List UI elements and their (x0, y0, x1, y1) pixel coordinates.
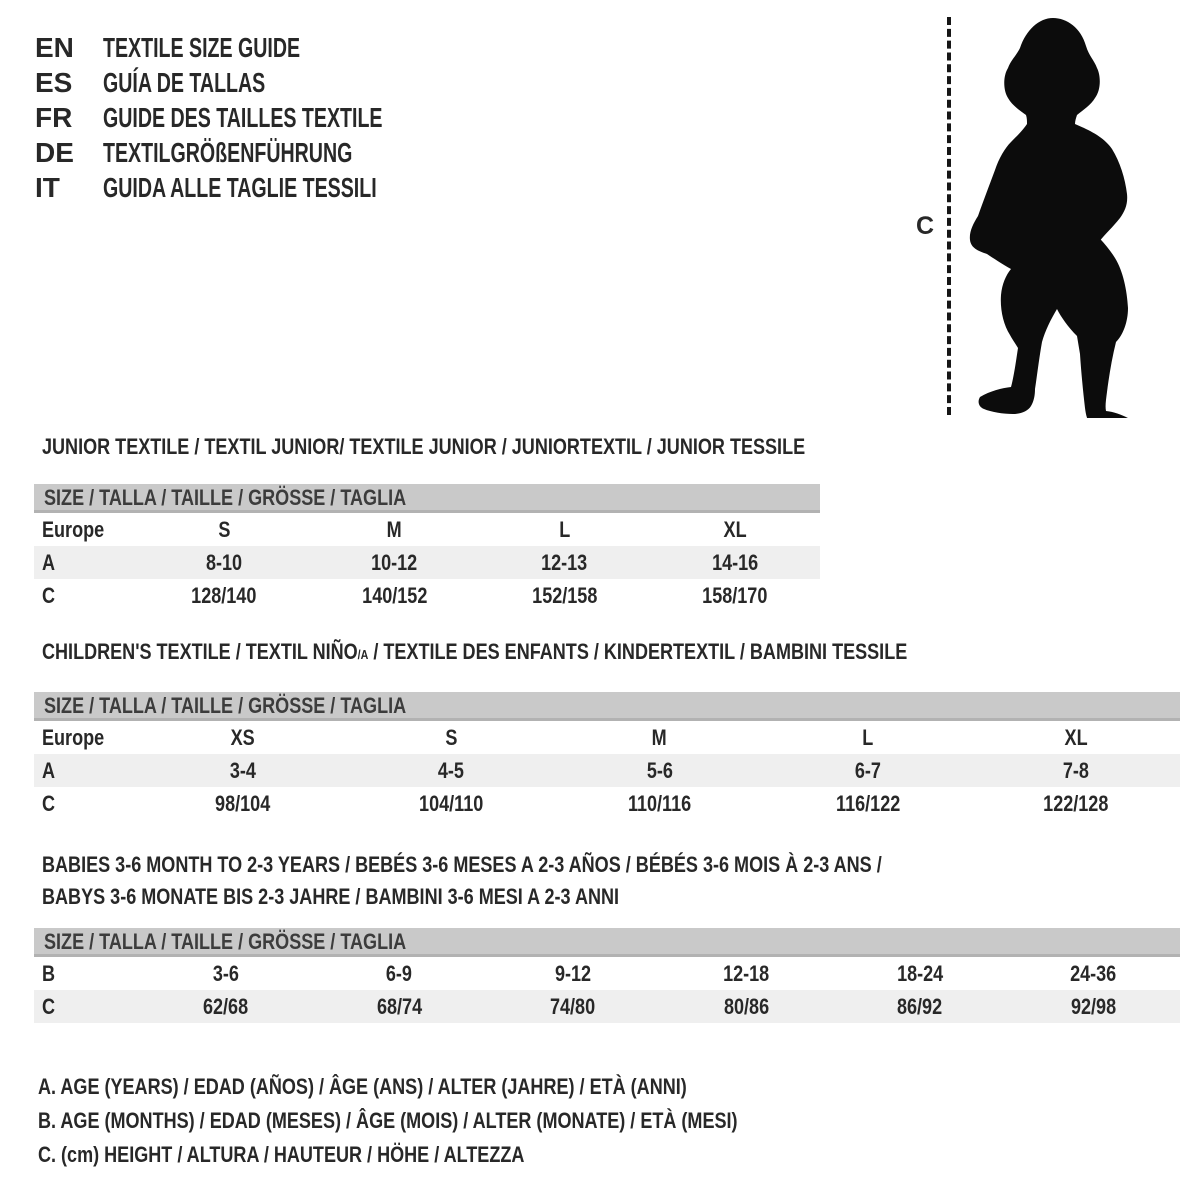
cell-value: 6-7 (854, 758, 881, 783)
cell-value: 110/116 (627, 791, 692, 816)
cell-value: 98/104 (215, 791, 271, 816)
size-header-label: SIZE / TALLA / TAILLE / GRÖSSE / TAGLIA (44, 693, 407, 718)
cell-value: 74/80 (550, 994, 596, 1019)
legend-line-c: C. (cm) HEIGHT / ALTURA / HAUTEUR / HÖHE / ALTEZZA (38, 1142, 525, 1167)
cell-value: XL (1064, 725, 1088, 750)
children-size-table (34, 692, 1180, 820)
cell-value: L (862, 725, 874, 750)
language-code: EN (35, 32, 74, 63)
junior-heading-text: JUNIOR TEXTILE / TEXTIL JUNIOR/ TEXTILE JUNIOR / JUNIORTEXTIL / JUNIOR TESSILE (42, 434, 806, 459)
cell-value: 24-36 (1070, 961, 1117, 986)
height-dashed-line (947, 17, 951, 415)
cell-value: M (651, 725, 668, 750)
babies-section-heading (42, 849, 1066, 913)
height-measure-label: C (916, 212, 935, 240)
cell-value: 92/98 (1070, 994, 1116, 1019)
cell-value: M (386, 517, 402, 542)
cell-value: 3-6 (212, 961, 239, 986)
cell-value: 12-13 (541, 550, 588, 575)
table-row-c (34, 579, 820, 612)
language-title: TEXTILE SIZE GUIDE (103, 32, 301, 63)
junior-section-heading (42, 434, 973, 460)
cell-value: 18-24 (896, 961, 943, 986)
cell-value: 4-5 (438, 758, 465, 783)
size-header-label: SIZE / TALLA / TAILLE / GRÖSSE / TAGLIA (44, 485, 407, 510)
cell-value: L (559, 517, 571, 542)
row-label: C (42, 583, 56, 608)
table-header-band (34, 692, 1180, 721)
cell-value: 62/68 (203, 994, 249, 1019)
language-title: TEXTILGRÖßENFÜHRUNG (103, 137, 353, 168)
children-heading-sub: /A (357, 647, 369, 662)
cell-value: 152/158 (532, 583, 598, 608)
cell-value: 5-6 (646, 758, 673, 783)
table-row-europe (34, 513, 820, 546)
cell-value: 158/170 (702, 583, 768, 608)
row-label: Europe (42, 725, 105, 750)
cell-value: 116/122 (835, 791, 900, 816)
cell-value: 86/92 (897, 994, 943, 1019)
children-section-heading (42, 639, 1097, 668)
cell-value: 8-10 (206, 550, 243, 575)
language-row-de (35, 135, 502, 170)
cell-value: 104/110 (419, 791, 484, 816)
table-row-a (34, 546, 820, 579)
row-label: A (42, 550, 56, 575)
junior-size-table (34, 484, 820, 612)
cell-value: 12-18 (723, 961, 770, 986)
table-header-band (34, 928, 1180, 957)
cell-value: 122/128 (1043, 791, 1109, 816)
children-heading-text (42, 639, 907, 668)
babies-size-table (34, 928, 1180, 1023)
babies-heading-line1: BABIES 3-6 MONTH TO 2-3 YEARS / BEBÉS 3-6 MESES A 2-3 AÑOS / BÉBÉS 3-6 MOIS À 2-3 ANS / (42, 852, 882, 877)
table-header-band (34, 484, 820, 513)
children-heading-pre: CHILDREN'S TEXTILE / TEXTIL NIÑO (42, 639, 358, 664)
table-row-europe (34, 721, 1180, 754)
language-row-fr (35, 100, 502, 135)
toddler-silhouette-icon (965, 18, 1145, 418)
measurement-legend (38, 1070, 891, 1172)
cell-value: 10-12 (371, 550, 418, 575)
row-label: C (42, 791, 56, 816)
size-header-label: SIZE / TALLA / TAILLE / GRÖSSE / TAGLIA (44, 929, 407, 954)
row-label: Europe (42, 517, 105, 542)
language-row-it (35, 170, 502, 205)
row-label: C (42, 994, 56, 1019)
cell-value: 6-9 (386, 961, 413, 986)
table-row-c (34, 787, 1180, 820)
language-code: IT (35, 172, 60, 203)
table-row-a (34, 754, 1180, 787)
table-row-c (34, 990, 1180, 1023)
language-code: FR (35, 102, 73, 133)
language-title-list (35, 30, 502, 205)
cell-value: S (445, 725, 458, 750)
cell-value: 128/140 (191, 583, 257, 608)
language-title: GUÍA DE TALLAS (103, 67, 266, 98)
legend-line-a: A. AGE (YEARS) / EDAD (AÑOS) / ÂGE (ANS) / ALTER (JAHRE) / ETÀ (ANNI) (38, 1074, 687, 1099)
cell-value: 3-4 (230, 758, 257, 783)
cell-value: XS (231, 725, 256, 750)
language-code: ES (35, 67, 73, 98)
babies-heading-line2: BABYS 3-6 MONATE BIS 2-3 JAHRE / BAMBINI 3-6 MESI A 2-3 ANNI (42, 884, 620, 909)
row-label: A (42, 758, 56, 783)
language-title: GUIDE DES TAILLES TEXTILE (103, 102, 383, 133)
cell-value: 9-12 (554, 961, 591, 986)
language-code: DE (35, 137, 74, 168)
table-row-b (34, 957, 1180, 990)
cell-value: 140/152 (361, 583, 427, 608)
cell-value: 7-8 (1062, 758, 1089, 783)
language-row-es (35, 65, 502, 100)
language-title: GUIDA ALLE TAGLIE TESSILI (103, 172, 377, 203)
cell-value: 68/74 (376, 994, 422, 1019)
cell-value: 80/86 (723, 994, 769, 1019)
row-label: B (42, 961, 56, 986)
cell-value: S (218, 517, 231, 542)
language-row-en (35, 30, 502, 65)
cell-value: XL (723, 517, 747, 542)
legend-line-b: B. AGE (MONTHS) / EDAD (MESES) / ÂGE (MOIS) / ALTER (MONATE) / ETÀ (MESI) (38, 1108, 738, 1133)
children-heading-post: / TEXTILE DES ENFANTS / KINDERTEXTIL / BAMBINI TESSILE (368, 639, 908, 664)
cell-value: 14-16 (711, 550, 758, 575)
